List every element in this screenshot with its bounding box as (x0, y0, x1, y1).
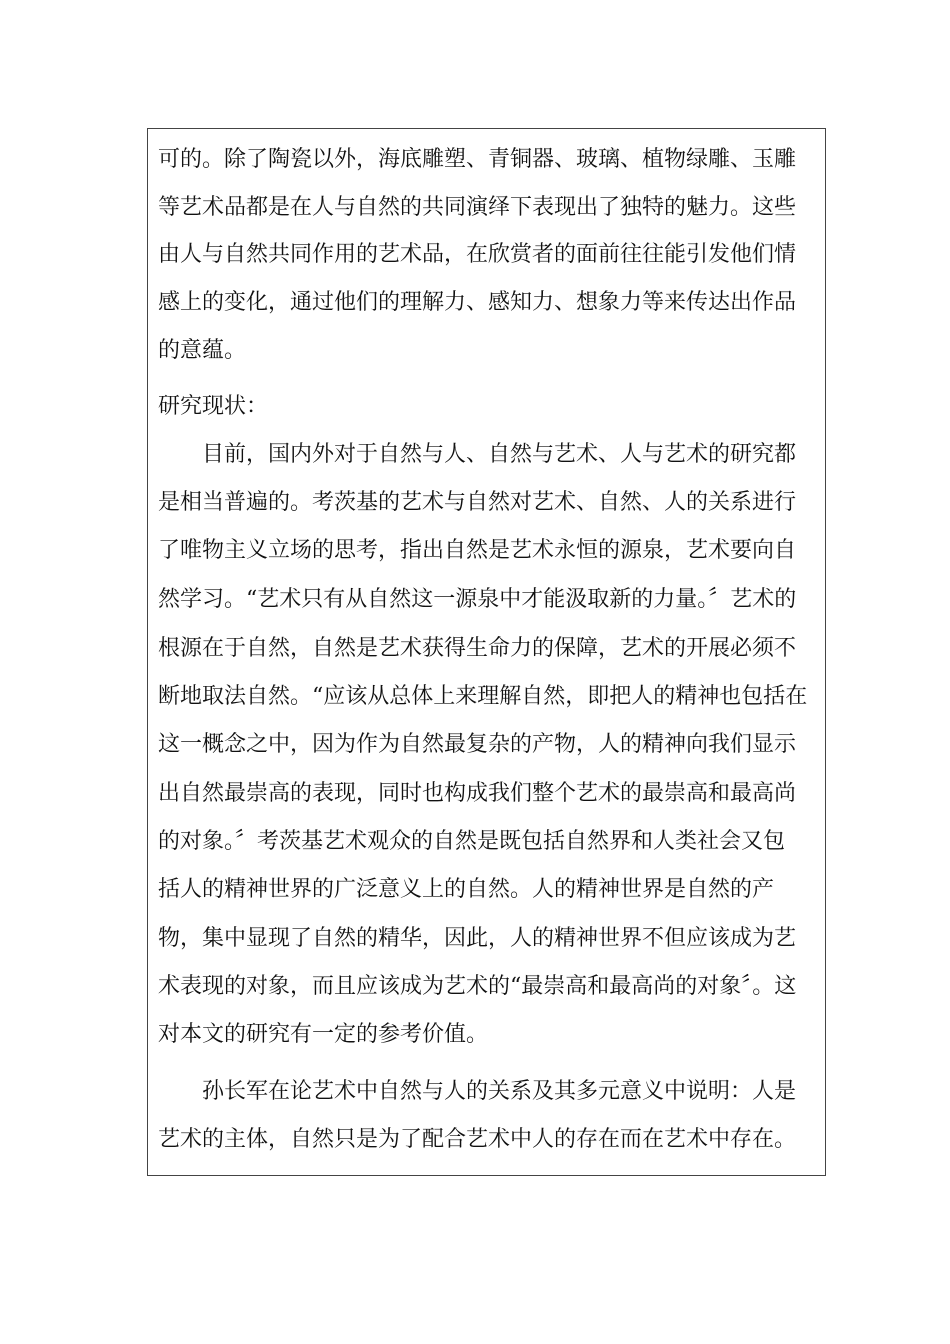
text-line-9: 了唯物主义立场的思考，指出自然是艺术永恒的源泉，艺术要向自 (158, 538, 797, 563)
text-line-3: 由人与自然共同作用的艺术品，在欣赏者的面前往往能引发他们情 (158, 242, 797, 267)
text-line-5: 的意蕴。 (158, 338, 247, 363)
section-heading-research-status: 研究现状： (158, 394, 269, 419)
text-line-10: 然学习。“艺术只有从自然这一源泉中才能汲取新的力量。〞艺术的 (158, 587, 797, 612)
text-line-17: 物，集中显现了自然的精华，因此，人的精神世界不但应该成为艺 (158, 926, 797, 951)
text-line-14: 出自然最崇高的表现，同时也构成我们整个艺术的最崇高和最高尚 (158, 781, 797, 806)
text-line-19: 对本文的研究有一定的参考价值。 (158, 1022, 489, 1047)
document-text-box (147, 128, 826, 1176)
text-line-8: 是相当普遍的。考茨基的艺术与自然对艺术、自然、人的关系进行 (158, 490, 797, 515)
text-line-18: 术表现的对象，而且应该成为艺术的“最崇高和最高尚的对象〞。这 (158, 974, 797, 999)
text-line-12: 断地取法自然。“应该从总体上来理解自然，即把人的精神也包括在 (158, 684, 808, 709)
text-line-11: 根源在于自然，自然是艺术获得生命力的保障，艺术的开展必须不 (158, 636, 797, 661)
text-line-21: 艺术的主体，自然只是为了配合艺术中人的存在而在艺术中存在。 (158, 1127, 797, 1152)
text-line-2: 等艺术品都是在人与自然的共同演绎下表现出了独特的魅力。这些 (158, 195, 797, 220)
text-line-20: 孙长军在论艺术中自然与人的关系及其多元意义中说明：人是 (158, 1079, 797, 1104)
text-line-1: 可的。除了陶瓷以外，海底雕塑、青铜器、玻璃、植物绿雕、玉雕 (158, 147, 797, 172)
text-line-15: 的对象。〞考茨基艺术观众的自然是既包括自然界和人类社会又包 (158, 829, 786, 854)
text-line-4: 感上的变化，通过他们的理解力、感知力、想象力等来传达出作品 (158, 290, 797, 315)
text-line-7: 目前，国内外对于自然与人、自然与艺术、人与艺术的研究都 (158, 442, 797, 467)
text-line-16: 括人的精神世界的广泛意义上的自然。人的精神世界是自然的产 (158, 877, 775, 902)
text-line-13: 这一概念之中，因为作为自然最复杂的产物，人的精神向我们显示 (158, 732, 797, 757)
